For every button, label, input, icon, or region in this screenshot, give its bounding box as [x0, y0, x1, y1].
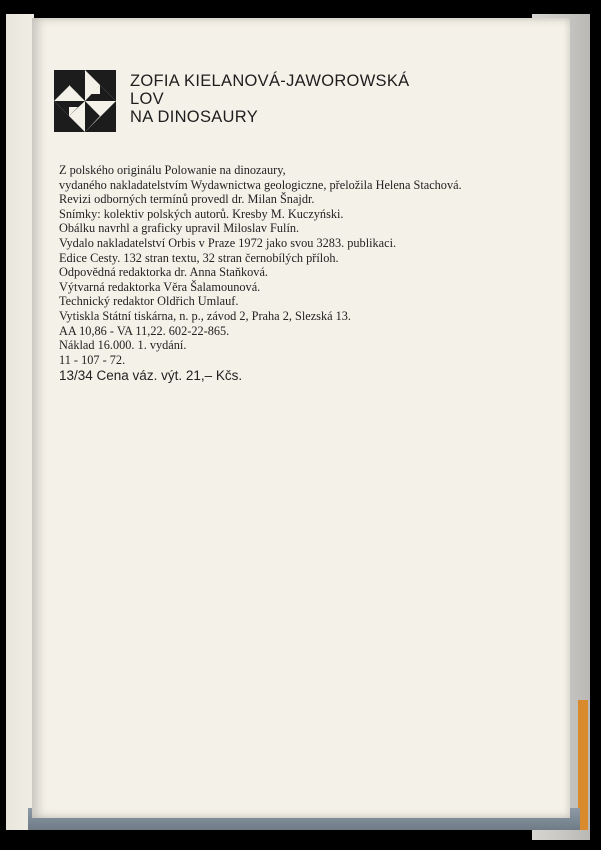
publisher-emblem-icon — [54, 70, 116, 132]
book-page — [32, 18, 570, 818]
imprint-line: vydaného nakladatelstvím Wydawnictwa geologiczne, přeložila Helena Stachová. — [59, 177, 462, 192]
author-name: ZOFIA KIELANOVÁ-JAWOROWSKÁ — [130, 72, 410, 90]
imprint-line: Edice Cesty. 132 stran textu, 32 stran černobílých příloh. — [59, 250, 339, 265]
book-title-line-1: LOV — [130, 90, 164, 108]
imprint-line: AA 10,86 - VA 11,22. 602-22-865. — [59, 323, 230, 338]
book-header — [130, 72, 409, 126]
imprint-block — [59, 163, 559, 353]
book-title-line-2: NA DINOSAURY — [130, 108, 258, 126]
imprint-line: Revizi odborných termínů provedl dr. Milan Šnajdr. — [59, 192, 315, 207]
price-line: 13/34 Cena váz. výt. 21,– Kčs. — [59, 368, 243, 383]
imprint-line: Náklad 16.000. 1. vydání. — [59, 338, 187, 353]
imprint-line: Vydalo nakladatelství Orbis v Praze 1972 jako svou 3283. publikaci. — [59, 235, 397, 250]
imprint-line: Z polského originálu Polowanie na dinozaury, — [59, 163, 286, 177]
imprint-line: Odpovědná redaktorka dr. Anna Staňková. — [59, 265, 268, 280]
imprint-line: Obálku navrhl a graficky upravil Miloslav Fulín. — [59, 221, 300, 236]
imprint-line: Snímky: kolektiv polských autorů. Kresby M. Kuczyński. — [59, 206, 344, 221]
catalog-code: 11 - 107 - 72. — [59, 353, 126, 367]
imprint-line: Technický redaktor Oldřich Umlauf. — [59, 294, 239, 309]
page-edge — [6, 14, 34, 830]
imprint-line: Výtvarná redaktorka Věra Šalamounová. — [59, 279, 261, 294]
emblem-graphic — [54, 70, 116, 132]
imprint-line: Vytiskla Státní tiskárna, n. p., závod 2, Praha 2, Slezská 13. — [59, 308, 352, 323]
